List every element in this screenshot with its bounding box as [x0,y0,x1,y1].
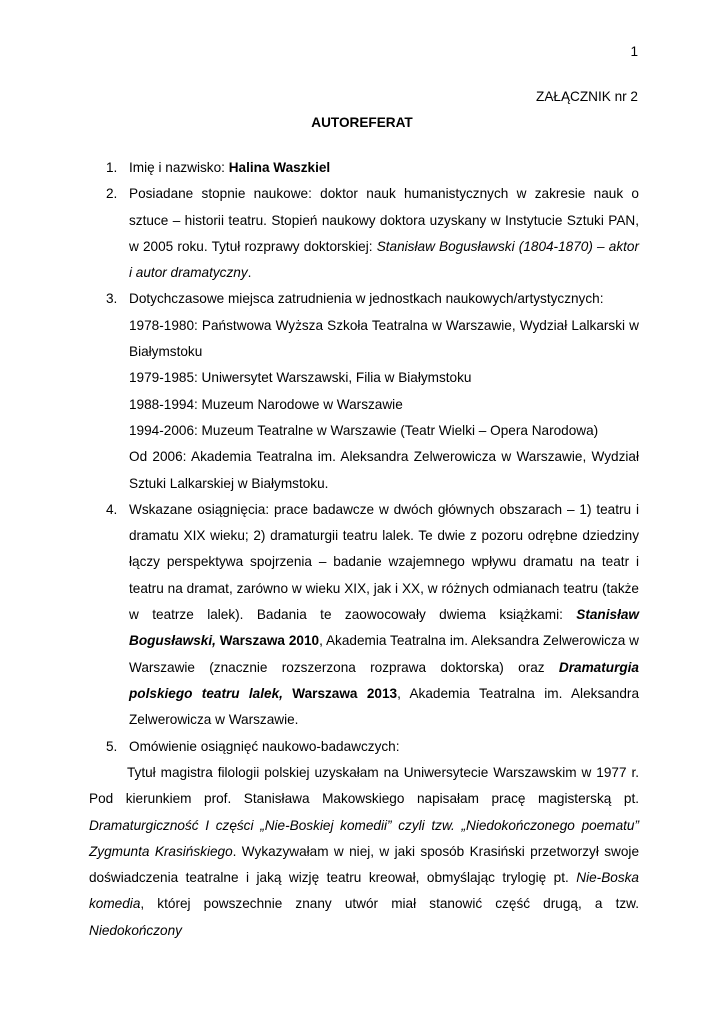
achievements-text: , Akademia Teatralna im. Aleksandra Zelwerowicza w Warszawie (znacznie rozszerzona rozprawa doktorska) oraz [129,633,639,675]
list-item [89,286,639,496]
author-name: Halina Waszkiel [228,160,331,175]
achievements-text: Wskazane osiągnięcia: prace badawcze w dwóch głównych obszarach – 1) teatru i dramatu XIX wieku; 2) dramaturgii teatru lalek. Te dwie z pozoru odrębne dziedziny łączy perspektywa spojrzenia – badanie wzajemnego wpływu dramatu na teatr i teatru na dramat, zarówno w wieku XIX, jak i XX, w różnych odmianach teatru (także w teatrze lalek). Badania te zaowocowały dwiema książkami: [129,501,639,623]
item-number: 4. [106,501,118,517]
item-label: Imię i nazwisko: [129,160,229,175]
employment-entry: 1994-2006: Muzeum Teatralne w Warszawie (Teatr Wielki – Opera Narodowa) [129,422,599,438]
paragraph-text: , której powszechnie znany utwór miał stanowić część drugą, a tzw. [140,896,639,912]
book-place-year: Warszawa 2013 [282,685,398,701]
book-place-year: Warszawa 2010 [215,633,320,649]
achievements-text: , Akademia Teatralna im. Aleksandra Zelwerowicza w Warszawie. [129,685,640,728]
list-item [89,155,639,181]
employment-entry: Od 2006: Akademia Teatralna im. Aleksandra Zelwerowicza w Warszawie, Wydział Sztuki Lalkarskiej w Białymstoku. [129,449,639,491]
work-title: Dramaturgiczność I części „Nie-Boskiej komedii” czyli tzw. „Niedokończonego poematu” Zygmunta Krasińskiego [89,817,639,859]
list-item [89,734,639,760]
work-title: Nie-Boska komedia [89,870,639,912]
document-title: AUTOREFERAT [311,115,413,130]
body-paragraph [89,760,639,944]
numbered-list [89,155,639,760]
paragraph-text: . Wykazywałam w niej, w jaki sposób Krasiński przetworzył swoje doświadczenia teatralne i jaką wizję teatru kreował, obmyślając trylogię pt. [89,843,640,886]
employment-entry: 1978-1980: Państwowa Wyższa Szkoła Teatralna w Warszawie, Wydział Lalkarski w Białymstoku [129,317,639,360]
employment-entry: 1979-1985: Uniwersytet Warszawski, Filia w Białymstoku [129,370,472,386]
item-number: 3. [106,291,118,307]
book-title: Stanisław Bogusławski, [129,607,639,649]
employment-entry: 1988-1994: Muzeum Narodowe w Warszawie [129,396,403,412]
item-number: 1. [106,160,118,175]
thesis-title: Stanisław Bogusławski (1804-1870) – aktor i autor dramatyczny [129,238,639,281]
employment-label: Dotychczasowe miejsca zatrudnienia w jednostkach naukowych/artystycznych: [129,291,604,307]
attachment-label: ZAŁĄCZNIK nr 2 [536,89,638,104]
degree-text: Posiadane stopnie naukowe: doktor nauk humanistycznych w zakresie nauk o sztuce – historii teatru. Stopień naukowy doktora uzyskany w Instytucie Sztuki PAN, w 2005 roku. Tytuł rozprawy doktorskiej: [129,186,639,254]
list-item [89,497,639,734]
list-item [89,181,639,286]
page-number: 1 [630,44,638,59]
work-title: Niedokończony [89,922,182,938]
item-number: 2. [106,186,118,202]
item-number: 5. [106,738,118,754]
book-title: Dramaturgia polskiego teatru lalek, [129,659,639,701]
paragraph-text: Tytuł magistra filologii polskiej uzyskałam na Uniwersytecie Warszawskim w 1977 r. Pod kierunkiem prof. Stanisława Makowskiego napisałam pracę magisterską pt. [89,765,639,807]
item-label: Omówienie osiągnięć naukowo-badawczych: [129,738,400,754]
degree-text-end: . [247,265,252,281]
